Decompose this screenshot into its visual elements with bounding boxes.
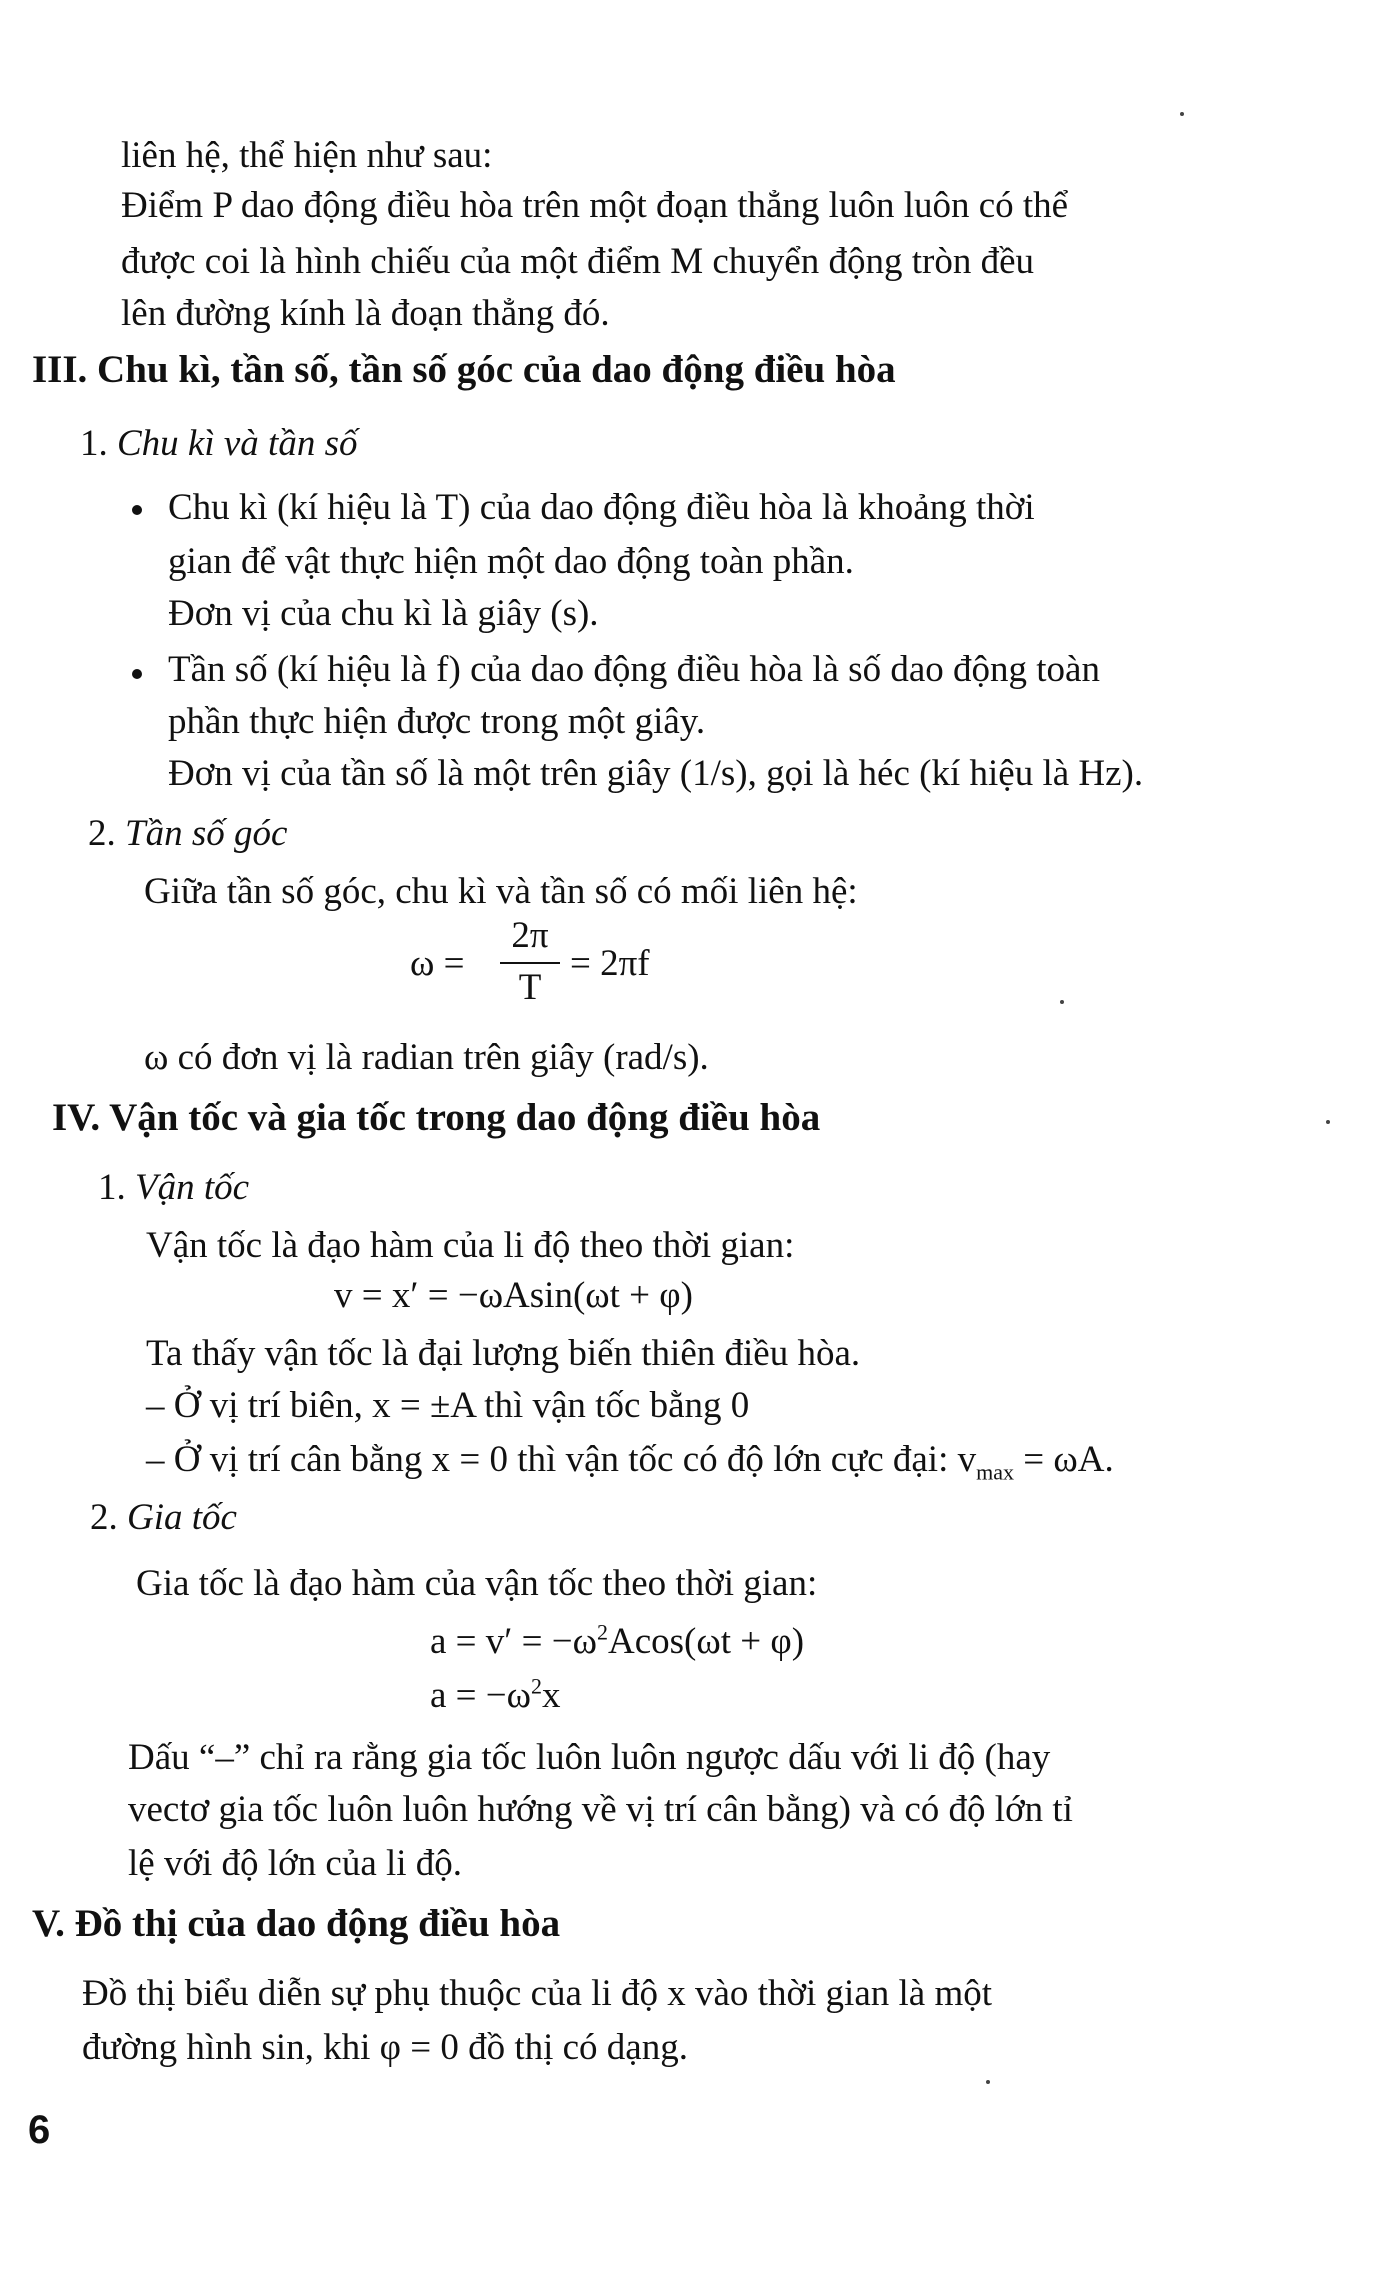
acceleration-formula: $a = -\omega^2x$	[430, 1673, 561, 1716]
section-heading-v: V. Đồ thị của dao động điều hòa	[32, 1902, 561, 1945]
subsection-heading	[88, 810, 287, 858]
intro-line: được coi là hình chiếu của một điểm M chuyển động tròn đều	[121, 241, 1035, 282]
text-line: Đồ thị biểu diễn sự phụ thuộc của li độ x vào thời gian là một	[82, 1973, 993, 2014]
unit-line: ω có đơn vị là radian trên giây (rad/s).	[144, 1037, 709, 1078]
fraction-bar	[500, 962, 560, 964]
velocity-formula: v = x′ = −ωAsin(ωt + φ)	[334, 1275, 693, 1316]
subsection-heading	[80, 420, 357, 468]
text-line: Gia tốc là đạo hàm của vận tốc theo thời gian:	[136, 1563, 818, 1604]
subsection-number: 2.	[90, 1497, 118, 1538]
acceleration-formula: $a = v' = -\omega^2Acos(\omega t + \varphi)$	[430, 1619, 805, 1662]
scan-speck	[1060, 1000, 1064, 1004]
text-line: vectơ gia tốc luôn luôn hướng về vị trí cân bằng) và có độ lớn tỉ	[128, 1789, 1073, 1830]
text-line: đường hình sin, khi φ = 0 đồ thị có dạng.	[82, 2027, 688, 2068]
intro-line: Điểm P dao động điều hòa trên một đoạn thẳng luôn luôn có thể	[121, 185, 1069, 226]
fraction-numerator: 2π	[511, 915, 549, 956]
bullet-line: Chu kì (kí hiệu là T) của dao động điều hòa là khoảng thời	[168, 487, 1035, 528]
subsection-title: Tần số góc	[125, 813, 288, 854]
subsection-title: Chu kì và tần số	[117, 423, 358, 464]
bullet-icon	[132, 669, 142, 679]
scan-speck	[1326, 1120, 1330, 1124]
intro-line: liên hệ, thể hiện như sau:	[121, 135, 493, 176]
superscript: 2	[596, 1619, 608, 1645]
text-line: – Ở vị trí cân bằng x = 0 thì vận tốc có độ lớn cực đại: $v_{max} = \omega A$.	[146, 1439, 1114, 1485]
subsection-number: 1.	[80, 423, 108, 464]
subsection-heading	[90, 1494, 237, 1542]
relation-line: Giữa tần số góc, chu kì và tần số có mối liên hệ:	[144, 871, 858, 912]
subsection-title: Gia tốc	[127, 1497, 237, 1538]
text-line: Dấu “–” chỉ ra rằng gia tốc luôn luôn ngược dấu với li độ (hay	[128, 1737, 1051, 1778]
superscript: 2	[531, 1673, 543, 1699]
bullet-line: gian để vật thực hiện một dao động toàn phần.	[168, 541, 854, 582]
intro-line: lên đường kính là đoạn thẳng đó.	[121, 293, 610, 334]
text-line: lệ với độ lớn của li độ.	[128, 1843, 463, 1884]
page-number: 6	[28, 2108, 51, 2152]
bullet-line: phần thực hiện được trong một giây.	[168, 701, 706, 742]
subsection-title: Vận tốc	[135, 1167, 250, 1208]
section-heading-iii: III. Chu kì, tần số, tần số góc của dao động điều hòa	[32, 348, 896, 391]
unit-line: Đơn vị của chu kì là giây (s).	[168, 593, 599, 634]
text-line: Ta thấy vận tốc là đại lượng biến thiên điều hòa.	[146, 1333, 861, 1374]
subsection-number: 1.	[98, 1167, 126, 1208]
subsection-number: 2.	[88, 813, 116, 854]
unit-line: Đơn vị của tần số là một trên giây (1/s), gọi là héc (kí hiệu là Hz).	[168, 753, 1144, 794]
subscript: max	[976, 1459, 1014, 1485]
bullet-line: Tần số (kí hiệu là f) của dao động điều hòa là số dao động toàn	[168, 649, 1100, 690]
text-line: Vận tốc là đạo hàm của li độ theo thời gian:	[146, 1225, 795, 1266]
scan-speck	[1180, 112, 1184, 116]
bullet-icon	[132, 505, 142, 515]
formula-lhs: ω =	[410, 943, 465, 984]
text-line: – Ở vị trí biên, x = ±A thì vận tốc bằng 0	[146, 1385, 750, 1426]
subsection-heading	[98, 1164, 249, 1212]
scan-speck	[986, 2080, 990, 2084]
section-heading-iv: IV. Vận tốc và gia tốc trong dao động điều hòa	[52, 1096, 821, 1139]
formula-rhs: = 2πf	[570, 943, 650, 984]
fraction-denominator: T	[518, 967, 542, 1008]
